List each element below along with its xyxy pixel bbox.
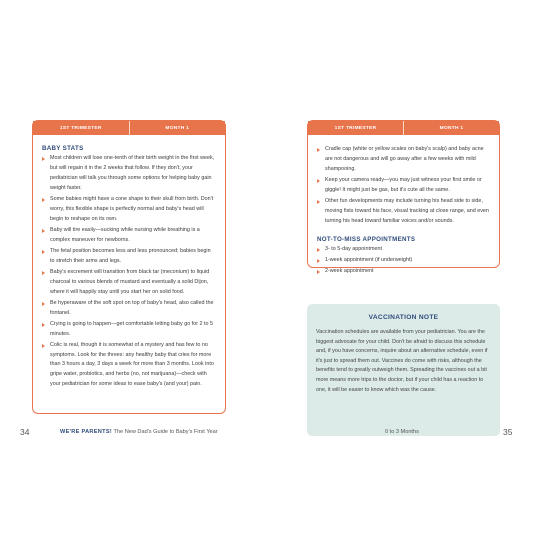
list-item: Be hyperaware of the soft spot on top of baby's head, also called the fontanel. <box>42 299 216 319</box>
list-item: Crying is going to happen—get comfortable letting baby go for 2 to 5 minutes. <box>42 320 216 340</box>
page-number-left: 34 <box>20 427 30 437</box>
bullet-arrow-icon <box>42 323 45 327</box>
baby-stats-card <box>32 120 226 414</box>
bullet-arrow-icon <box>317 259 320 263</box>
card-header <box>33 121 225 135</box>
trimester-label: 1ST TRIMESTER <box>334 125 377 131</box>
bullet-arrow-icon <box>42 198 45 202</box>
month-label: MONTH 1 <box>129 121 226 135</box>
trimester-label: 1ST TRIMESTER <box>59 125 102 131</box>
list-item: Baby's excrement will transition from black tar (meconium) to liquid charcoal to various blends of mustard and eventually a solid Dijon, where it will happily stay until you start her on solid food. <box>42 268 216 298</box>
bullet-arrow-icon <box>42 229 45 233</box>
appointments-list <box>317 245 490 277</box>
month-label: MONTH 1 <box>403 121 499 135</box>
list-item: Keep your camera ready—you may just witness your first smile or giggle! It might just be gas, but it's cute all the same. <box>317 176 490 196</box>
list-item: 2-week appointment <box>317 267 490 277</box>
list-item: Most children will lose one-tenth of their birth weight in the first week, but will regain it in the 2 weeks that follow. If they don't, your pediatrician will talk you through some options for helping baby gain weight faster. <box>42 154 216 194</box>
footer-left <box>60 429 218 435</box>
list-item: Other fun developments may include turning his head side to side, moving fists toward his face, visual tracking at close range, and even turning his head toward familiar voices and/or sounds. <box>317 197 490 227</box>
vaccination-note <box>307 304 500 436</box>
development-list <box>317 145 490 227</box>
list-item: Cradle cap (white or yellow scales on baby's scalp) and baby acne are not dangerous and will go away after a few weeks with mild shampooing. <box>317 145 490 175</box>
bullet-arrow-icon <box>317 248 320 252</box>
list-item: Colic is real, though it is somewhat of a mystery and has few to no symptoms. Look for the threes: any healthy baby that cries for more than 3 hours a day, 3 days a week for more than 3 months. Look into gripe water, probiotics, and herbs (no, not marijuana)—check with your pediatrician for some ideas to ease baby's (and your) pain. <box>42 341 216 391</box>
card-header <box>308 121 499 135</box>
appointments-title: NOT-TO-MISS APPOINTMENTS <box>317 235 416 243</box>
vaccination-note-text: Vaccination schedules are available from your pediatrician. You are the biggest advocate for your child. Don't be afraid to discuss this schedule and, if you have concerns, inquire about an alternative schedule, even if it's just to spread them out. Vaccines do come with risks, although the benefits tend to greatly outweigh them. Spreading the vaccines out a bit more means more trips to the doctor, but if your child has a reaction to one, it will be easier to know which was the cause. <box>316 329 488 393</box>
footer-right: 0 to 3 Months <box>385 429 419 435</box>
bullet-arrow-icon <box>317 148 320 152</box>
bullet-arrow-icon <box>42 157 45 161</box>
month-one-card <box>307 120 500 274</box>
bullet-arrow-icon <box>317 179 320 183</box>
bullet-arrow-icon <box>317 270 320 274</box>
list-item: 3- to 5-day appointment <box>317 245 490 255</box>
list-item: 1-week appointment (if underweight) <box>317 256 490 266</box>
bullet-arrow-icon <box>317 200 320 204</box>
list-item: The fetal position becomes less and less pronounced; babies begin to stretch their arms and legs. <box>42 247 216 267</box>
book-title: WE'RE PARENTS! <box>60 429 113 435</box>
bullet-arrow-icon <box>42 250 45 254</box>
book-subtitle: The New Dad's Guide to Baby's First Year <box>113 429 218 435</box>
vaccination-note-title: VACCINATION NOTE <box>368 314 439 321</box>
bullet-arrow-icon <box>42 302 45 306</box>
bullet-arrow-icon <box>42 271 45 275</box>
list-item: Some babies might have a cone shape to their skull from birth. Don't worry, this flexible shape is perfectly normal and baby's head will begin to reshape on its own. <box>42 195 216 225</box>
list-item: Baby will tire easily—sucking while nursing while breathing is a complex maneuver for newborns. <box>42 226 216 246</box>
page-number-right: 35 <box>503 427 513 437</box>
baby-stats-title: BABY STATS <box>42 145 84 152</box>
bullet-arrow-icon <box>42 344 45 348</box>
baby-stats-list <box>42 154 216 390</box>
